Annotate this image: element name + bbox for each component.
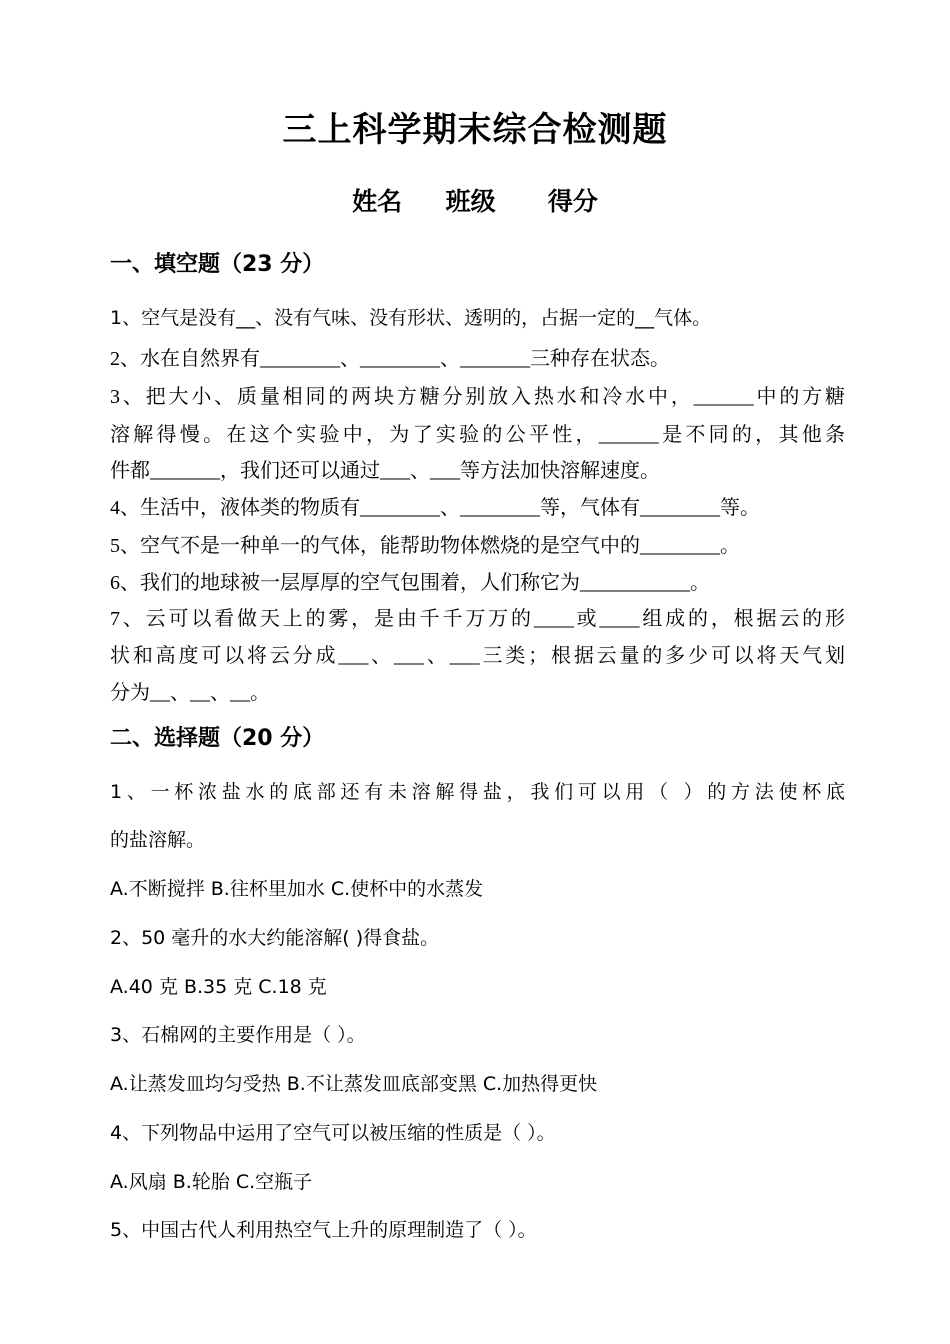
question-line: 3、把大小、质量相同的两块方糖分别放入热水和冷水中，______中的方糖 bbox=[110, 386, 845, 408]
section-heading-choice: 二、选择题（20 分） bbox=[110, 726, 325, 751]
answer-options: A.风扇 B.轮胎 C.空瓶子 bbox=[110, 1171, 313, 1193]
answer-options: A.让蒸发皿均匀受热 B.不让蒸发皿底部变黑 C.加热得更快 bbox=[110, 1073, 598, 1095]
question-line: 件都_______，我们还可以通过___、___等方法加快溶解速度。 bbox=[110, 460, 660, 482]
question-line: 4、下列物品中运用了空气可以被压缩的性质是（ ）。 bbox=[110, 1122, 556, 1144]
page-title: 三上科学期末综合检测题 bbox=[282, 110, 668, 150]
question-line: 分为__、__、__。 bbox=[110, 682, 270, 704]
question-line: 2、水在自然界有________、________、_______三种存在状态。 bbox=[110, 348, 670, 370]
section-heading-fill-blank: 一、填空题（23 分） bbox=[110, 252, 325, 277]
answer-options: A.不断搅拌 B.往杯里加水 C.使杯中的水蒸发 bbox=[110, 878, 484, 900]
question-line: 7、云可以看做天上的雾，是由千千万万的____或____组成的，根据云的形 bbox=[110, 608, 845, 630]
question-line: 1、空气是没有__、没有气味、没有形状、透明的，占据一定的__气体。 bbox=[110, 307, 712, 329]
question-line: 5、空气不是一种单一的气体，能帮助物体燃烧的是空气中的________。 bbox=[110, 535, 740, 557]
question-line: 2、50 毫升的水大约能溶解( )得食盐。 bbox=[110, 927, 440, 949]
question-line: 的盐溶解。 bbox=[110, 829, 206, 851]
question-line: 4、生活中，液体类的物质有________、________等，气体有________等。 bbox=[110, 497, 760, 519]
question-line: 6、我们的地球被一层厚厚的空气包围着，人们称它为___________。 bbox=[110, 572, 710, 594]
answer-options: A.40 克 B.35 克 C.18 克 bbox=[110, 976, 327, 998]
question-line: 溶解得慢。在这个实验中，为了实验的公平性，______是不同的，其他条 bbox=[110, 424, 845, 446]
question-line: 状和高度可以将云分成___、___、___三类；根据云量的多少可以将天气划 bbox=[110, 645, 845, 667]
student-info-row: 姓名 班级 得分 bbox=[352, 187, 598, 216]
question-line: 3、石棉网的主要作用是（ ）。 bbox=[110, 1024, 366, 1046]
question-line: 5、中国古代人利用热空气上升的原理制造了（ ）。 bbox=[110, 1219, 537, 1241]
question-line: 1、一杯浓盐水的底部还有未溶解得盐，我们可以用（ ）的方法使杯底 bbox=[110, 781, 845, 803]
